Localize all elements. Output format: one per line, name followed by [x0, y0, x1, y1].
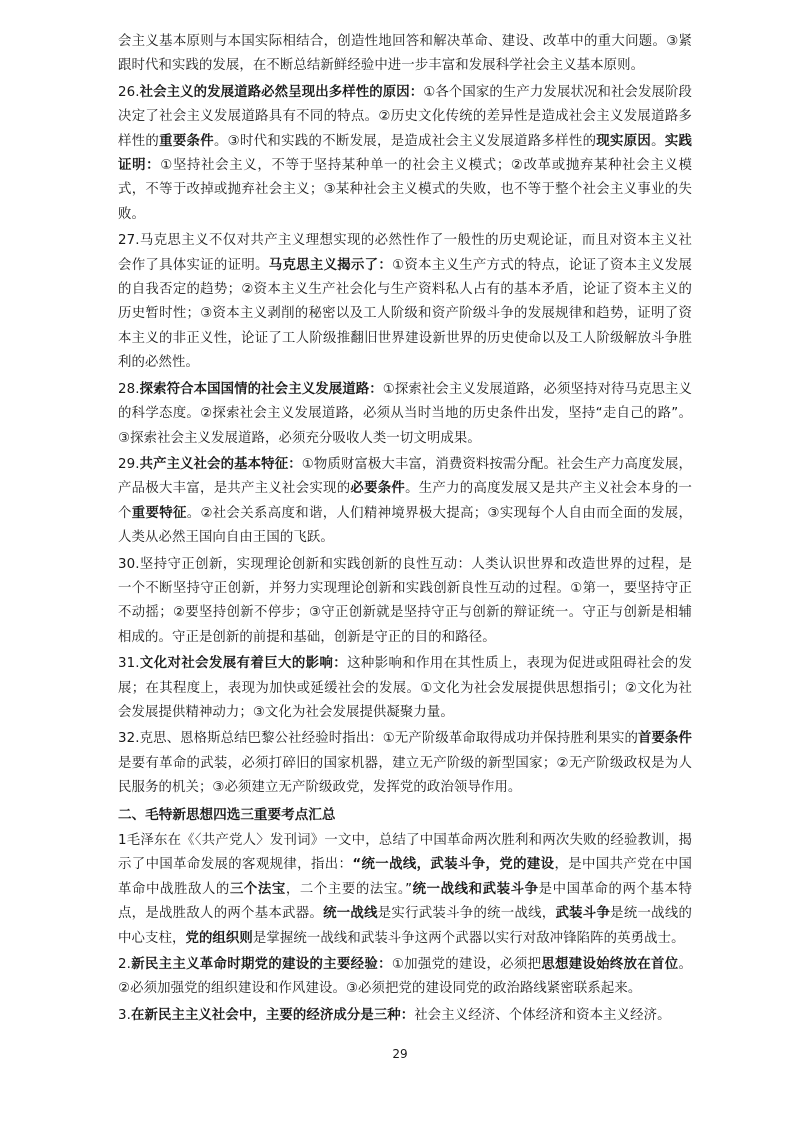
- bold-text: 思想建设始终放在首位: [541, 957, 679, 973]
- bold-text: 新民主主义革命时期党的建设的主要经验：: [130, 957, 392, 973]
- text-run: 是要有革命的武装，必须打碎旧的国家机器，建立无产阶级的新型国家；②无产阶级政权是为人民服务的机关；③必须建立无产阶级政党，发挥党的政治领导作用。: [118, 755, 692, 796]
- bold-text: 三个法宝: [229, 881, 286, 897]
- bold-text: 文化对社会发展有着巨大的影响：: [139, 656, 348, 672]
- text-run: 是统一战线的中心支柱，: [118, 906, 692, 946]
- text-run: 。: [651, 133, 665, 149]
- paragraph-p-28: [118, 378, 692, 451]
- numbered-paragraphs: [118, 30, 692, 801]
- text-run: 2.: [118, 957, 131, 973]
- bold-text: 重要特征: [131, 505, 187, 521]
- paragraph-p-26: [118, 81, 692, 227]
- bold-text: 统一战线和武装斗争: [412, 881, 539, 897]
- bold-text: 重要条件: [159, 133, 214, 149]
- text-run: 是中国革命的两个基本特点，是战胜敌人的两个基本武器。: [118, 881, 692, 922]
- text-run: 28.: [118, 381, 140, 397]
- paragraph-p-s2: [118, 953, 692, 1002]
- page-number: 29: [392, 1047, 408, 1061]
- bold-text: 实践证明：: [118, 133, 693, 174]
- document-body: [118, 30, 692, 1030]
- paragraph-p-s3: [118, 1004, 692, 1028]
- paragraph-p-s1: [118, 829, 692, 951]
- text-run: 。生产力的高度发展又是共产主义社会本身的一个: [118, 481, 692, 521]
- text-run: ①资本主义生产方式的特点，论证了资本主义发展的自我否定的趋势；②资本主义生产社会化与生产资料私人占有的基本矛盾，论证了资本主义的历史暂时性；③资本主义剥削的秘密以及工人阶级和资产阶级斗争的发展规律和趋势，证明了资本主义的非正义性，论证了工人阶级推翻旧世界建设新世界的历史使命以及工人阶级解放斗争胜利的必然性。: [118, 257, 692, 371]
- text-run: ①各个国家的生产力发展状况和社会发展阶段决定了社会主义发展道路具有不同的特点。②历史文化传统的差异性是造成社会主义发展道路多样性的: [118, 84, 692, 149]
- bold-text: 共产主义社会的基本特征：: [139, 456, 302, 472]
- text-run: 1毛泽东在《〈共产党人〉发刊词》一文中，总结了中国革命两次胜利和两次失败的经验教训，揭示了中国革命发展的客观规律，指出：: [118, 833, 692, 873]
- text-run: ，二个主要的法宝。”: [285, 881, 413, 897]
- text-run: 26.: [118, 84, 140, 100]
- bold-text: “统一战线，武装斗争，党的建设: [352, 857, 555, 873]
- bold-text: 马克思主义揭示了：: [268, 257, 393, 273]
- text-run: 是掌握统一战线和武装斗争这两个武器以实行对敌冲锋陷阵的英勇战士。: [252, 930, 685, 946]
- text-run: 30.坚持守正创新，实现理论创新和实践创新的良性互动：人类认识世界和改造世界的过程，是一个不断坚持守正创新，并努力实现理论创新和实践创新良性互动的过程。①第一，要坚持守正不动摇；②要坚持创新不停步；③守正创新就是坚持守正与创新的辩证统一。守正与创新是相辅相成的。守正是创新的前提和基础，创新是守正的目的和路径。: [118, 556, 692, 645]
- text-run: ①探索社会主义发展道路，必须坚持对待马克思主义的科学态度。②探索社会主义发展道路，必须从当时当地的历史条件出发，坚持“走自己的路”。③探索社会主义发展道路，必须充分吸收人类一切文明成果。: [118, 381, 692, 446]
- text-run: 3.: [118, 1007, 131, 1023]
- section-paragraphs: [118, 829, 692, 1028]
- text-run: 会主义基本原则与本国实际相结合，创造性地回答和解决革命、建设、改革中的重大问题。③紧跟时代和实践的发展，在不断总结新鲜经验中进一步丰富和发展科学社会主义基本原则。: [118, 34, 692, 74]
- bold-text: 武装斗争: [555, 906, 611, 922]
- text-run: 31.: [118, 656, 140, 672]
- text-run: 。③时代和实践的不断发展，是造成社会主义发展道路多样性的: [213, 133, 597, 149]
- text-run: ①坚持社会主义，不等于坚持某种单一的社会主义模式；②改革或抛弃某种社会主义模式，不等于改掉或抛弃社会主义；③某种社会主义模式的失败，也不等于整个社会主义事业的失败。: [118, 158, 692, 222]
- text-run: 是实行武装斗争的统一战线，: [377, 906, 556, 922]
- text-run: 32.克思、恩格斯总结巴黎公社经验时指出：①无产阶级革命取得成功并保持胜利果实的: [118, 731, 638, 747]
- bold-text: 探索符合本国国情的社会主义发展道路：: [139, 381, 383, 397]
- text-run: 29.: [118, 456, 140, 472]
- paragraph-p-29: [118, 453, 692, 551]
- text-run: ①加强党的建设，必须把: [391, 957, 542, 973]
- bold-text: 统一战线: [323, 906, 378, 922]
- bold-text: 现实原因: [596, 133, 652, 149]
- bold-text: 首要条件: [637, 731, 692, 747]
- text-run: ，是中国共产党在中国革命中战胜敌人的: [118, 857, 693, 897]
- text-run: ①物质财富极大丰富，消费资料按需分配。社会生产力高度发展，产品极大丰富，是共产主义社会实现的: [118, 456, 693, 497]
- paragraph-p-30: [118, 553, 692, 651]
- bold-text: 党的组织则: [185, 930, 253, 946]
- text-run: 社会主义经济、个体经济和资本主义经济。: [414, 1007, 671, 1023]
- text-run: 。②社会关系高度和谐，人们精神境界极大提高；③实现每个人自由而全面的发展，人类从必然王国向自由王国的飞跃。: [118, 505, 692, 546]
- bold-text: 必要条件: [350, 481, 406, 497]
- bold-text: 社会主义的发展道路必然呈现出多样性的原因：: [139, 84, 424, 100]
- text-run: 这种影响和作用在其性质上，表现为促进或阻碍社会的发展；在其程度上，表现为加快或延缓社会的发展。①文化为社会发展提供思想指引；②文化为社会发展提供精神动力；③文化为社会发展提供凝聚力量。: [118, 656, 693, 720]
- bold-text: 在新民主主义社会中，主要的经济成分是三种：: [130, 1007, 415, 1023]
- paragraph-p-27: [118, 229, 692, 375]
- paragraph-p-31: [118, 652, 692, 725]
- paragraph-p-continued: [118, 30, 692, 79]
- section-heading: 二、毛特新思想四选三重要考点汇总: [118, 806, 336, 823]
- paragraph-p-32: [118, 727, 692, 800]
- text-run: 。②必须加强党的组织建设和作风建设。③必须把党的建设同党的政治路线紧密联系起来。: [118, 957, 692, 997]
- text-run: 27.马克思主义不仅对共产主义理想实现的必然性作了一般性的历史观论证，而且对资本主义社会作了具体实证的证明。: [118, 233, 692, 273]
